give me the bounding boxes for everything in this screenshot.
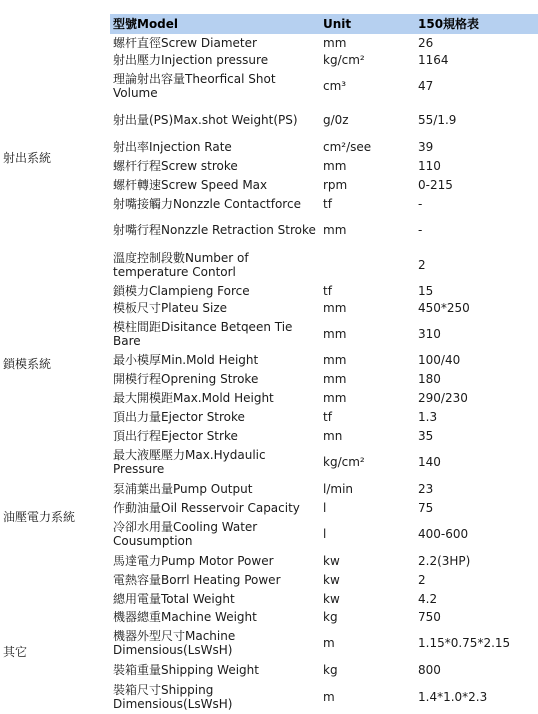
table-header-row <box>0 14 538 34</box>
unit-cell: mm <box>323 326 347 341</box>
value-cell: 180 <box>418 371 441 386</box>
unit-cell: mm <box>323 158 347 173</box>
param-label: 射出率Injection Rate <box>113 139 232 154</box>
unit-cell: mm <box>323 301 347 315</box>
unit-cell: kg/cm² <box>323 455 365 469</box>
group-label: 油壓電力系統 <box>3 510 76 524</box>
unit-cell: kg/cm² <box>323 53 365 67</box>
value-cell: 310 <box>418 326 441 341</box>
model-header: 型號Model <box>110 14 320 34</box>
value-cell: 26 <box>418 35 434 50</box>
param-label: 螺杆直徑Screw Diameter <box>113 35 257 50</box>
value-cell: 39 <box>418 139 434 154</box>
param-label: 最小模厚Min.Mold Height <box>113 352 259 367</box>
table-row <box>0 34 538 51</box>
spec-header: 150規格表 <box>415 14 538 34</box>
value-cell: 47 <box>418 79 434 93</box>
param-label: 射出壓力Injection pressure <box>113 53 269 67</box>
unit-cell: kg <box>323 610 338 624</box>
param-label: 頂出行程Ejector Strke <box>113 428 238 443</box>
param-label: 鎖模力Clampieng Force <box>113 283 250 298</box>
value-cell: 400-600 <box>418 527 469 541</box>
param-label: 頂出力量Ejector Stroke <box>113 409 245 424</box>
value-cell: 23 <box>418 481 434 496</box>
param-label: 裝箱重量Shipping Weight <box>113 662 259 677</box>
param-label: 射出量(PS)Max.shot Weight(PS) <box>113 113 298 127</box>
value-cell: 1.3 <box>418 409 438 424</box>
spec-table-body <box>0 14 538 714</box>
value-cell: 15 <box>418 283 434 298</box>
unit-cell: tf <box>323 409 332 424</box>
value-cell: 2.2(3HP) <box>418 553 471 568</box>
unit-cell: l/min <box>323 481 354 496</box>
param-label: 電熱容量Borrl Heating Power <box>113 572 281 587</box>
param-label: 射嘴接觸力Nonzzle Contactforce <box>113 196 301 211</box>
table-row <box>0 589 538 608</box>
param-label: 螺杆轉速Screw Speed Max <box>113 177 268 192</box>
unit-cell: mm <box>323 35 347 50</box>
param-label: 裝箱尺寸Shipping Dimensious(LsWsH) <box>113 682 233 711</box>
param-label: 射嘴行程Nonzzle Retraction Stroke <box>113 223 316 237</box>
value-cell: 4.2 <box>418 591 438 606</box>
group-label: 其它 <box>3 644 28 659</box>
table-row <box>0 282 538 299</box>
param-label: 螺杆行程Screw stroke <box>113 158 238 173</box>
param-label: 泵浦葉出量Pump Output <box>113 481 253 496</box>
unit-cell: mn <box>323 428 343 443</box>
unit-cell: mm <box>323 390 347 405</box>
param-label: 理論射出容量Theorfical Shot Volume <box>113 72 276 100</box>
param-label: 最大開模距Max.Mold Height <box>113 390 274 405</box>
param-label: 開模行程Oprening Stroke <box>113 371 259 386</box>
unit-cell: tf <box>323 283 332 298</box>
param-label: 溫度控制段數Number of temperature Contorl <box>113 250 249 279</box>
unit-cell: m <box>323 636 335 650</box>
table-row <box>0 445 538 479</box>
param-label: 作動油量Oil Resservoir Capacity <box>113 500 300 515</box>
group-label: 鎖模系統 <box>3 356 52 371</box>
unit-cell: l <box>323 527 327 541</box>
spec-table <box>0 14 538 714</box>
unit-cell: kg <box>323 662 338 677</box>
unit-cell: g/0z <box>323 113 349 127</box>
value-cell: - <box>418 196 423 211</box>
unit-cell: kw <box>323 553 340 568</box>
param-label: 模柱間距Disitance Betqeen Tie Bare <box>113 319 293 348</box>
param-label: 機器總重Machine Weight <box>113 610 257 624</box>
unit-cell: cm²/see <box>323 139 372 154</box>
value-cell: 55/1.9 <box>418 113 457 127</box>
value-cell: 1.15*0.75*2.15 <box>418 636 511 650</box>
value-cell: 110 <box>418 158 441 173</box>
param-label: 總用電量Total Weight <box>113 591 235 606</box>
unit-header: Unit <box>320 14 415 34</box>
unit-cell: mm <box>323 371 347 386</box>
unit-cell: rpm <box>323 177 348 192</box>
value-cell: 450*250 <box>418 301 470 315</box>
unit-cell: mm <box>323 352 347 367</box>
value-cell: 1164 <box>418 53 449 67</box>
value-cell: 35 <box>418 428 434 443</box>
param-label: 機器外型尺寸Machine Dimensious(LsWsH) <box>113 629 236 657</box>
group-header-cell <box>0 14 110 34</box>
value-cell: 750 <box>418 610 441 624</box>
param-label: 模板尺寸Plateu Size <box>113 301 228 315</box>
value-cell: 140 <box>418 455 441 469</box>
value-cell: 0-215 <box>418 177 453 192</box>
value-cell: 100/40 <box>418 352 461 367</box>
value-cell: 75 <box>418 500 434 515</box>
unit-cell: l <box>323 500 327 515</box>
value-cell: - <box>418 223 423 237</box>
value-cell: 2 <box>418 257 426 272</box>
unit-cell: kw <box>323 572 340 587</box>
value-cell: 800 <box>418 662 441 677</box>
unit-cell: m <box>323 689 335 704</box>
param-label: 最大液壓壓力Max.Hydaulic Pressure <box>113 448 266 476</box>
value-cell: 290/230 <box>418 390 468 405</box>
group-label: 射出系統 <box>3 151 52 165</box>
unit-cell: mm <box>323 223 347 237</box>
value-cell: 1.4*1.0*2.3 <box>418 689 488 704</box>
value-cell: 2 <box>418 572 426 587</box>
unit-cell: tf <box>323 196 332 211</box>
unit-cell: cm³ <box>323 79 347 93</box>
unit-cell: kw <box>323 591 340 606</box>
param-label: 冷卻水用量Cooling Water Cousumption <box>113 520 258 548</box>
param-label: 馬達電力Pump Motor Power <box>113 553 274 568</box>
unit-cell <box>320 247 415 282</box>
